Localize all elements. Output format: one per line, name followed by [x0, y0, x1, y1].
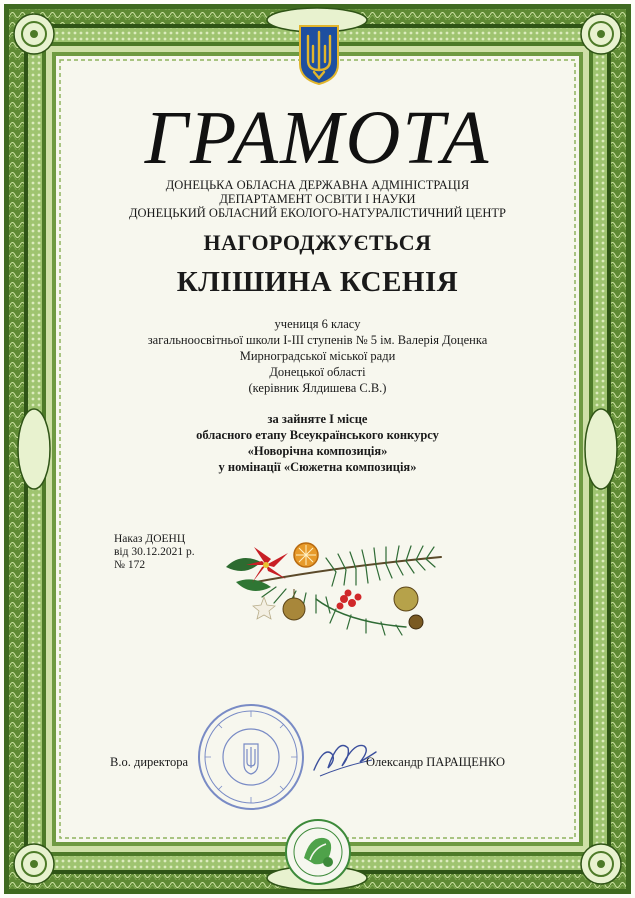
handwritten-signature-icon [310, 726, 380, 782]
organization-line-1: ДОНЕЦЬКА ОБЛАСНА ДЕРЖАВНА АДМІНІСТРАЦІЯ [165, 178, 470, 192]
order-line-1: Наказ ДОЕНЦ [114, 533, 186, 545]
trident-coat-of-arms-icon [298, 24, 340, 86]
organization-line-2: ДЕПАРТАМЕНТ ОСВІТИ І НАУКИ [219, 192, 416, 206]
reason-line-3: «Новорічна композиція» [247, 444, 388, 458]
signatory-name: Олександр ПАРАЩЕНКО [366, 755, 506, 769]
order-line-2: від 30.12.2021 р. [114, 546, 195, 558]
award-heading: НАГОРОДЖУЄТЬСЯ [203, 230, 432, 255]
order-reference [114, 533, 224, 572]
description-line-4: Донецької області [269, 365, 366, 379]
christmas-arrangement-icon [216, 527, 448, 645]
recipient-name: КЛІШИНА КСЕНІЯ [176, 266, 459, 298]
organization-line-3: ДОНЕЦЬКИЙ ОБЛАСНИЙ ЕКОЛОГО-НАТУРАЛІСТИЧНИЙ ЦЕНТР [128, 206, 506, 220]
description-line-1: учениця 6 класу [274, 317, 361, 331]
description-line-3: Мирноградської міської ради [239, 349, 396, 363]
signatory-role: В.о. директора [110, 755, 189, 769]
order-line-3: № 172 [114, 559, 146, 571]
reason-line-2: обласного етапу Всеукраїнського конкурсу [196, 428, 439, 442]
description-line-2: загальноосвітньої школи І-ІІІ ступенів № 5 ім. Валерія Доценка [147, 333, 488, 347]
reason-line-1: за зайняте І місце [267, 412, 368, 426]
certificate-title: ГРАМОТА [144, 96, 491, 180]
eco-naturalist-center-logo-icon [284, 818, 352, 886]
description-line-5: (керівник Ялдишева С.В.) [248, 381, 387, 395]
reason-line-4: у номінації «Сюжетна композиція» [218, 460, 417, 474]
official-seal-icon [196, 702, 306, 812]
